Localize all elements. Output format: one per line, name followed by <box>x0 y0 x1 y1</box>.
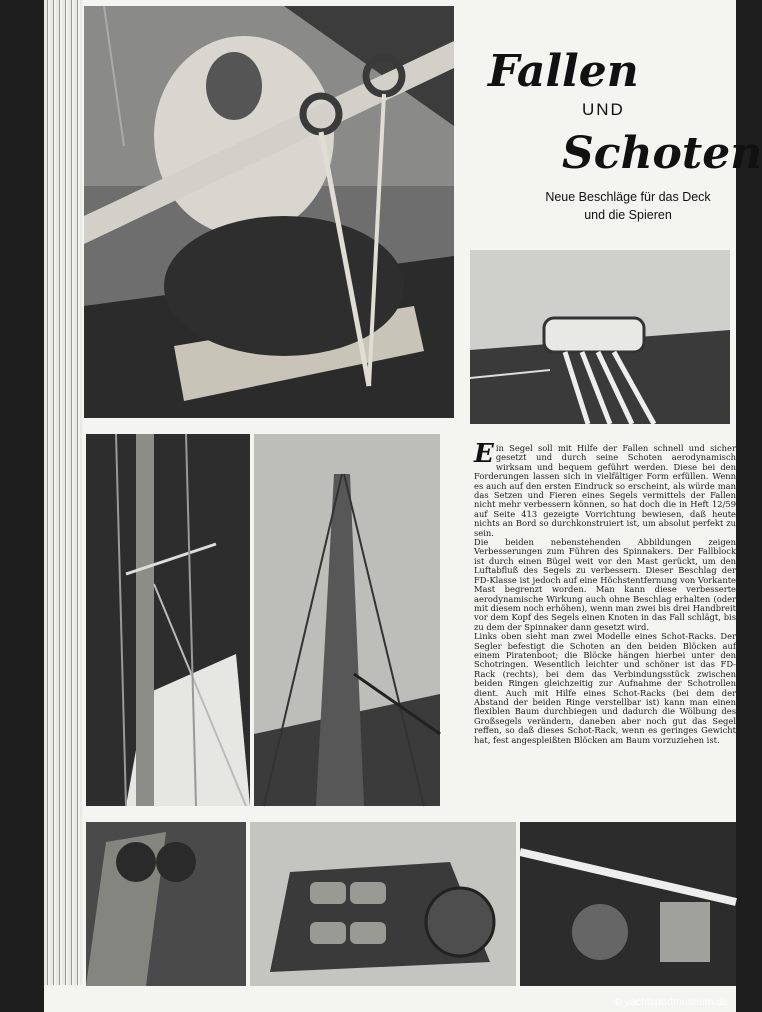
article-body <box>474 439 736 745</box>
subtitle-line-1: Neue Beschläge für das Deck <box>545 190 711 204</box>
photo-sailor-boom <box>84 6 454 418</box>
photo-sheet-block-left <box>86 822 246 986</box>
paragraph-1-text: in Segel soll mit Hilfe der Fallen schnell und sicher gesetzt und durch seine Schoten aerodynamisch wirksam und bequem geführt werden. Diese bei den Forderungen lassen sich in vielfältiger Form erfüllen. Wenn es auch auf den ersten Eindruck so erscheint, als würde man das Setzen und Fieren eines Segels vermittels der Fallen nicht mehr verbessern können, so hat doch die in Heft 12/59 auf Seite 413 gezeigte Vorrichtung bewiesen, daß heute nichts an Bord so durchkonstruiert ist, um absolut perfekt zu sein. <box>474 443 736 538</box>
title-und: UND <box>582 100 625 119</box>
photo-sheet-block-center <box>250 822 516 986</box>
photo-mast-spinnaker-block <box>86 434 250 806</box>
paragraph-2: Die beiden nebenstehenden Abbildungen zeigen Verbesserungen zum Führen des Spinnakers. Der Fallblock ist durch einen Bügel weit vor den Mast gerückt, um den Luftabfluß des Segels zu verbessern. Dieser Beschlag der FD-Klasse ist jedoch auf eine Höchstentfernung von Vorkante Mast begrenzt worden. Man kann diese verbesserte aerodynamische Wirkung auch ohne Beschlag erhalten (oder mit diesem noch erhöhen), wenn man zwei bis drei Handbreit vor dem Kopf des Segels einen Knoten in das Fall schlägt, bis zu dem der Spinnaker dann gesetzt wird. <box>474 537 736 632</box>
subtitle-line-2: und die Spieren <box>584 208 672 222</box>
title-fallen: Fallen <box>488 46 639 97</box>
photo-mast-top <box>254 434 440 806</box>
subtitle <box>520 188 736 224</box>
title-schoten: Schoten <box>562 128 762 179</box>
paragraph-3: Links oben sieht man zwei Modelle eines Schot-Racks. Der Segler befestigt die Schoten an den beiden Blöcken auf einem Piratenboot; die Blöcke hängen hierbei unter den Schotringen. Wesentlich leichter und schöner ist das FD-Rack (rechts), bei dem das Verbindungsstück zwischen beiden Ringen gleichzeitig zur Aufnahme der Schotrollen dient. Auch mit Hilfe eines Schot-Racks (bei dem der Abstand der beiden Ringe verstellbar ist) kann man einen flexiblen Baum durchbiegen und dadurch die Wölbung des Großsegels verändern, daneben aber noch gut das Segel reffen, so daß dieses Schot-Rack, wenn es geringes Gewicht hat, fest angespleißten Blöcken am Baum vorzuziehen ist. <box>474 631 736 745</box>
copyright-credit: © yachtsportmuseum.de <box>614 996 728 1008</box>
photo-deck-fitting <box>470 250 730 424</box>
drop-cap: E <box>474 439 494 469</box>
paragraph-1 <box>474 439 736 538</box>
photo-sheet-block-right <box>520 822 736 986</box>
book-gutter <box>44 0 82 985</box>
